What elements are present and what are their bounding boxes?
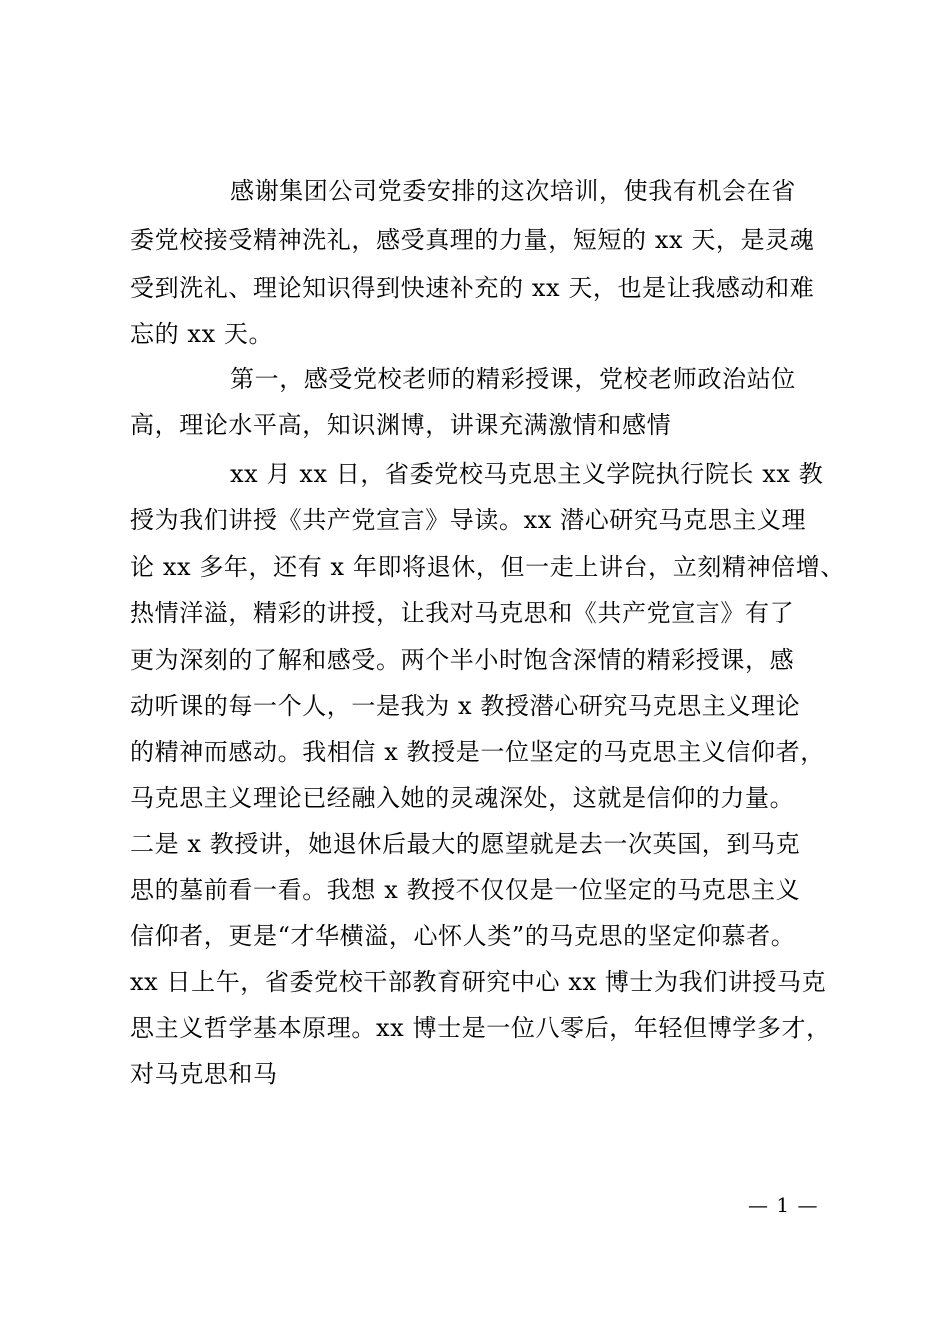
paragraph-3-line-14: 对马克思和马: [130, 1060, 278, 1088]
paragraph-1-line-1: 感谢集团公司党委安排的这次培训，使我有机会在省: [230, 177, 796, 205]
paragraph-3-line-13: 思主义哲学基本原理。xx 博士是一位八零后，年轻但博学多才，: [130, 1014, 831, 1042]
paragraph-3-line-6: 动听课的每一个人，一是我为 x 教授潜心研究马克思主义理论: [130, 692, 801, 720]
paragraph-3-line-1: xx 月 xx 日，省委党校马克思主义学院执行院长 xx 教: [230, 460, 824, 488]
paragraph-3-line-12: xx 日上午，省委党校干部教育研究中心 xx 博士为我们讲授马克: [130, 968, 827, 996]
paragraph-1-line-4: 忘的 xx 天。: [130, 320, 274, 348]
paragraph-3-line-11: 信仰者，更是“才华横溢，心怀人类”的马克思的坚定仰慕者。: [130, 922, 796, 950]
paragraph-2-line-1: 第一，感受党校老师的精彩授课，党校老师政治站位: [230, 365, 796, 393]
paragraph-3-line-7: 的精神而感动。我相信 x 教授是一位坚定的马克思主义信仰者，: [130, 738, 825, 766]
paragraph-3-line-3: 论 xx 多年，还有 x 年即将退休，但一走上讲台，立刻精神倍增、: [130, 553, 845, 581]
paragraph-3-line-2: 授为我们讲授《共产党宣言》导读。xx 潜心研究马克思主义理: [130, 506, 807, 534]
paragraph-3-line-10: 思的墓前看一看。我想 x 教授不仅仅是一位坚定的马克思主义: [130, 876, 801, 904]
paragraph-3-line-8: 马克思主义理论已经融入她的灵魂深处，这就是信仰的力量。: [130, 784, 795, 812]
paragraph-3-line-9: 二是 x 教授讲，她退休后最大的愿望就是去一次英国，到马克: [130, 830, 801, 858]
paragraph-1-line-3: 受到洗礼、理论知识得到快速补充的 xx 天，也是让我感动和难: [130, 274, 815, 302]
paragraph-3-line-4: 热情洋溢，精彩的讲授，让我对马克思和《共产党宣言》有了: [130, 599, 795, 627]
page-number: — 1 —: [748, 1193, 819, 1217]
paragraph-3-line-5: 更为深刻的了解和感受。两个半小时饱含深情的精彩授课，感: [130, 646, 795, 674]
paragraph-2-line-2: 高，理论水平高，知识渊博，讲课充满激情和感情: [130, 411, 672, 439]
paragraph-1-line-2: 委党校接受精神洗礼，感受真理的力量，短短的 xx 天，是灵魂: [130, 226, 815, 254]
